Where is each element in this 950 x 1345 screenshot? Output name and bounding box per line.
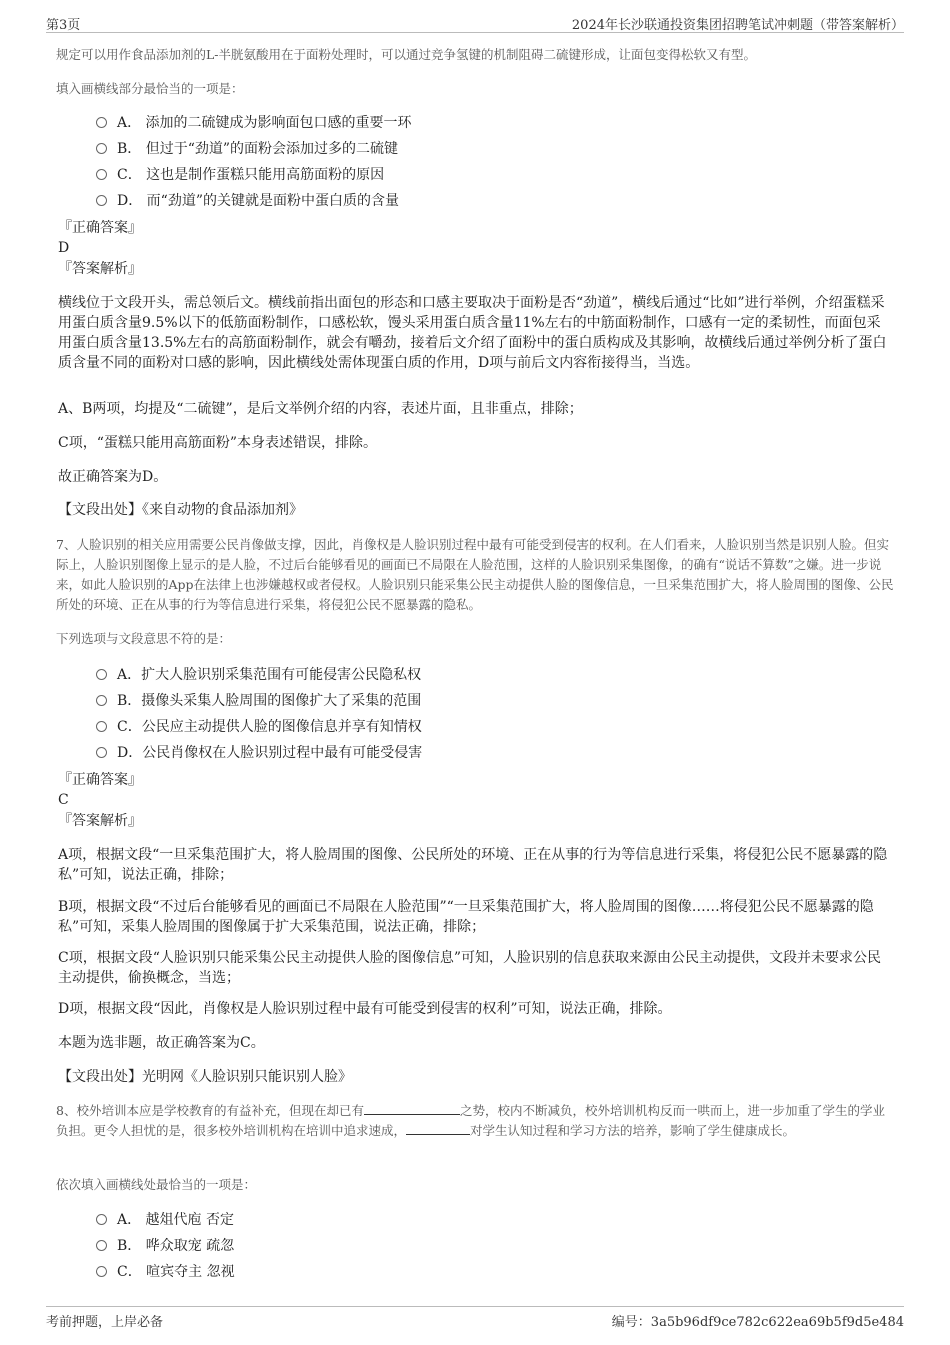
q6-option-a[interactable]: A． 添加的二硫键成为影响面包口感的重要一环 [96, 110, 412, 136]
radio-icon[interactable] [96, 695, 107, 706]
q7-analysis-label: 『答案解析』 [58, 813, 142, 829]
radio-icon[interactable] [96, 117, 107, 128]
radio-icon[interactable] [96, 721, 107, 732]
q6-analysis-label: 『答案解析』 [58, 261, 142, 277]
q8-options [96, 1207, 235, 1285]
q7-source: 【文段出处】光明网《人脸识别只能识别人脸》 [58, 1069, 352, 1085]
footer-slogan: 考前押题，上岸必备 [46, 1315, 164, 1330]
q7-analysis-2: B项，根据文段“不过后台能够看见的画面已不局限在人脸范围”“一旦采集范围扩大，将人脸周围的图像……将侵犯公民不愿暴露的隐私”可知，采集人脸周围的图像属于扩大采集范围，说法正确，排除； [58, 899, 874, 935]
q6-analysis-1: 横线位于文段开头，需总领后文。横线前指出面包的形态和口感主要取决于面粉是否“劲道”，横线后通过“比如”进行举例，介绍蛋糕采用蛋白质含量9.5%以下的低筋面粉制作，口感松软，馒头采用蛋白质含量11%左右的中筋面粉制作，口感有一定的柔韧性，而面包采用蛋白质含量13.5%左右的高筋面粉制作，就会有嚼劲，接着后文介绍了面粉中的蛋白质构成及其影响，故横线后通过举例分析了蛋白质含量不同的面粉对口感的影响，因此横线处需体现蛋白质的作用，D项与前后文内容衔接得当，当选。 [58, 295, 887, 371]
q6-source: 【文段出处】《来自动物的食品添加剂》 [58, 502, 303, 518]
q7-answer: C [58, 792, 69, 808]
q6-option-d[interactable]: D． 而“劲道”的关键就是面粉中蛋白质的含量 [96, 188, 412, 214]
page-header [46, 10, 904, 33]
radio-icon[interactable] [96, 1214, 107, 1225]
q8-option-b[interactable]: B． 哗众取宠 疏忽 [96, 1233, 235, 1259]
q8-blank-2 [406, 1122, 470, 1135]
radio-icon[interactable] [96, 169, 107, 180]
radio-icon[interactable] [96, 1240, 107, 1251]
q8-prompt: 依次填入画横线处最恰当的一项是： [56, 1177, 257, 1192]
q7-option-d[interactable]: D．公民肖像权在人脸识别过程中最有可能受侵害 [96, 740, 422, 766]
radio-icon[interactable] [96, 143, 107, 154]
document-code: 编号：3a5b96df9ce782c622ea69b5f9d5e484 [611, 1315, 904, 1330]
q8-option-c[interactable]: C． 喧宾夺主 忽视 [96, 1259, 235, 1285]
document-title: 2024年长沙联通投资集团招聘笔试冲刺题（带答案解析） [571, 18, 904, 33]
q7-analysis-4: D项，根据文段“因此，肖像权是人脸识别过程中最有可能受到侵害的权利”可知，说法正确，排除。 [58, 1001, 672, 1017]
q6-analysis-3: C项，“蛋糕只能用高筋面粉”本身表述错误，排除。 [58, 435, 378, 451]
q6-analysis-2: A、B两项，均提及“二硫键”，是后文举例介绍的内容，表述片面，且非重点，排除； [58, 401, 583, 417]
q7-analysis-1: A项，根据文段“一旦采集范围扩大，将人脸周围的图像、公民所处的环境、正在从事的行为等信息进行采集，将侵犯公民不愿暴露的隐私”可知，说法正确，排除； [58, 847, 888, 883]
q7-analysis-3: C项，根据文段“人脸识别只能采集公民主动提供人脸的图像信息”可知，人脸识别的信息获取来源由公民主动提供，文段并未要求公民主动提供，偷换概念，当选； [58, 950, 882, 986]
q6-prompt: 填入画横线部分最恰当的一项是： [56, 81, 244, 96]
q6-option-b[interactable]: B． 但过于“劲道”的面粉会添加过多的二硫键 [96, 136, 412, 162]
radio-icon[interactable] [96, 195, 107, 206]
radio-icon[interactable] [96, 747, 107, 758]
q8-option-a[interactable]: A． 越俎代庖 否定 [96, 1207, 235, 1233]
q7-passage: 7、人脸识别的相关应用需要公民肖像做支撑，因此，肖像权是人脸识别过程中最有可能受到侵害的权利。在人们看来，人脸识别当然是识别人脸。但实际上，人脸识别图像上显示的是人脸，不过后台能够看见的画面已不局限在人脸范围，这样的人脸识别采集图像，的确有“说话不算数”之嫌。进一步说来，如此人脸识别的App在法律上也涉嫌越权或者侵权。人脸识别只能采集公民主动提供人脸的图像信息，一旦采集范围扩大，将人脸周围的图像、公民所处的环境、正在从事的行为等信息进行采集，将侵犯公民不愿暴露的隐私。 [56, 537, 894, 612]
q6-analysis-4: 故正确答案为D。 [58, 469, 168, 485]
q7-option-a[interactable]: A．扩大人脸识别采集范围有可能侵害公民隐私权 [96, 662, 422, 688]
radio-icon[interactable] [96, 1266, 107, 1277]
q7-analysis-5: 本题为选非题，故正确答案为C。 [58, 1035, 265, 1051]
q7-options [96, 662, 422, 766]
q6-option-c[interactable]: C． 这也是制作蛋糕只能用高筋面粉的原因 [96, 162, 412, 188]
q7-option-c[interactable]: C．公民应主动提供人脸的图像信息并享有知情权 [96, 714, 422, 740]
q8-passage: 8、校外培训本应是学校教育的有益补充，但现在却已有 之势，校内不断减负，校外培训机构反而一哄而上，进一步加重了学生的学业负担。更令人担忧的是，很多校外培训机构在培训中追求速成， 对学生认知过程和学习方法的培养，影响了学生健康成长。 [56, 1103, 885, 1138]
q6-answer-label: 『正确答案』 [58, 220, 142, 236]
q7-option-b[interactable]: B．摄像头采集人脸周围的图像扩大了采集的范围 [96, 688, 422, 714]
q6-answer: D [58, 240, 70, 256]
q7-answer-label: 『正确答案』 [58, 772, 142, 788]
radio-icon[interactable] [96, 669, 107, 680]
q6-passage-end: 规定可以用作食品添加剂的L-半胱氨酸用在于面粉处理时，可以通过竞争氢键的机制阻碍二硫键形成，让面包变得松软又有型。 [56, 47, 757, 62]
q8-blank-1 [364, 1102, 460, 1115]
page-number: 第3页 [46, 18, 81, 33]
q7-prompt: 下列选项与文段意思不符的是： [56, 631, 232, 646]
q6-options [96, 110, 412, 214]
page-footer [46, 1306, 904, 1329]
